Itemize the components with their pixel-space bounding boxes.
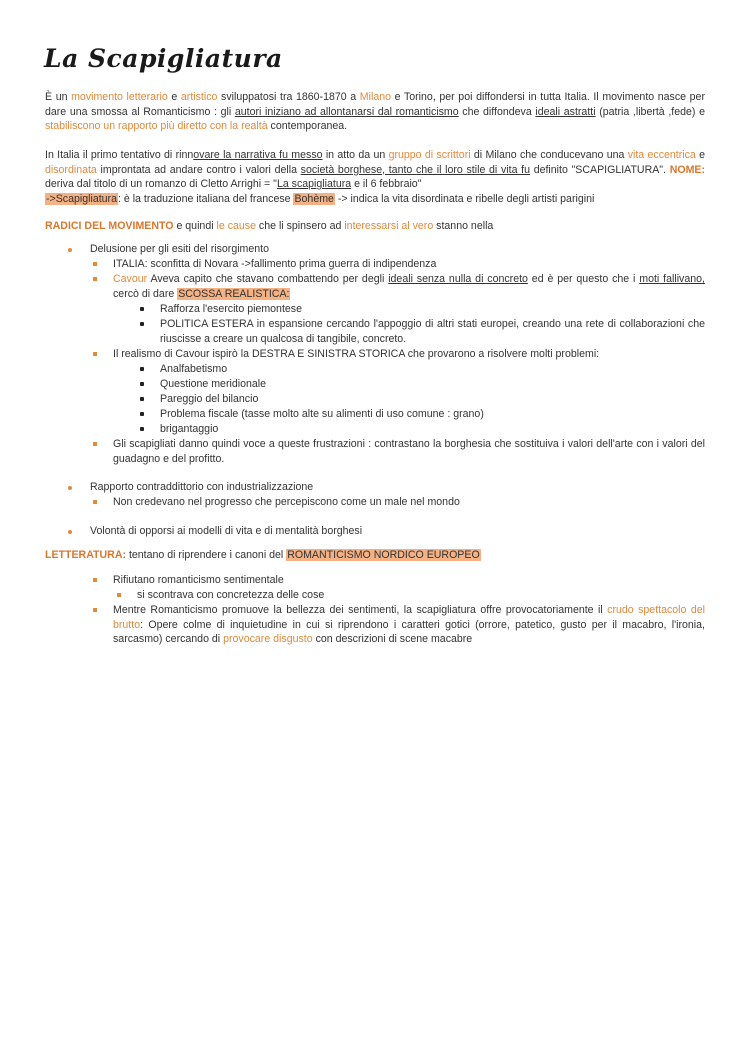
bullet-black — [140, 412, 144, 416]
problem-item: Pareggio del bilancio — [160, 393, 259, 405]
bullet-square — [93, 578, 97, 582]
bullet-dot — [68, 530, 72, 534]
list-item-politica: POLITICA ESTERA in espansione cercando l'appoggio di altri stati europei, creando una rete di collaborazioni che riuscisse a creare un qualcosa di tangibile, concreto. — [160, 318, 705, 345]
problem-item: Analfabetismo — [160, 363, 228, 375]
bullet-square — [93, 277, 97, 281]
list-item-italia: ITALIA: sconfitta di Novara ->fallimento prima guerra di indipendenza — [113, 258, 437, 270]
problem-item: Problema fiscale (tasse molto alte su alimenti di uso comune : grano) — [160, 408, 484, 420]
bullet-square — [93, 608, 97, 612]
intro-paragraph: È un movimento letterario e artistico sviluppatosi tra 1860-1870 a Milano e Torino, per poi diffondersi in tutta Italia. Il movimento nasce per dare una smossa al Romanticismo : gli autori iniziano ad allontanarsi dal romanticismo che diffondeva ideali astratti (patria ,libertà ,fede) e stabiliscono un rapporto più diretto con la realtà contemporanea. — [45, 91, 705, 133]
italy-paragraph: In Italia il primo tentativo di rinnovare la narrativa fu messo in atto da un gruppo di scrittori di Milano che conducevano una vita eccentrica e disordinata improntata ad andare contro i valori della società borghese, tanto che il loro stile di vita fu definito "SCAPIGLIATURA". NOME: deriva dal titolo di un romanzo di Cletto Arrighi = "La scapigliatura e il 6 febbraio" ->Scapigliatura: è la traduzione italiana del francese Bohème -> indica la vita disordinata e ribelle degli artisti parigini — [45, 149, 706, 205]
bullet-square — [93, 262, 97, 266]
bullet-black — [140, 322, 144, 326]
problem-item: Questione meridionale — [160, 378, 266, 390]
list-item-scapigliati: Gli scapigliati danno quindi voce a queste frustrazioni : contrastano la borghesia che sostituiva i valori dell'arte con i valori del guadagno e del profitto. — [113, 438, 705, 465]
list-item-cavour: Cavour Aveva capito che stavano combattendo per degli ideali senza nulla di concreto ed è per questo che i moti fallivano, cercò di dare SCOSSA REALISTICA: — [113, 273, 705, 300]
bullet-black — [140, 307, 144, 311]
bullet-square — [93, 352, 97, 356]
list-item-volonta: Volontà di opporsi ai modelli di vita e di mentalità borghesi — [90, 525, 363, 537]
bullet-square — [117, 593, 121, 597]
list-item-rapporto: Rapporto contraddittorio con industrializzazione — [90, 481, 314, 493]
bullet-black — [140, 382, 144, 386]
bullet-black — [140, 427, 144, 431]
bullet-black — [140, 367, 144, 371]
list-item-realismo: Il realismo di Cavour ispirò la DESTRA E SINISTRA STORICA che provarono a risolvere molti problemi: — [113, 348, 600, 360]
bullet-square — [93, 442, 97, 446]
bullet-black — [140, 397, 144, 401]
list-item-scontrava: si scontrava con concretezza delle cose — [137, 589, 325, 601]
list-item-rifiutano: Rifiutano romanticismo sentimentale — [113, 574, 284, 586]
page-title: La Scapigliatura — [44, 44, 283, 73]
bullet-square — [93, 500, 97, 504]
bullet-dot — [68, 486, 72, 490]
letteratura-heading: LETTERATURA: tentano di riprendere i canoni del ROMANTICISMO NORDICO EUROPEO — [45, 549, 480, 561]
list-item-mentre: Mentre Romanticismo promuove la bellezza dei sentimenti, la scapigliatura offre provocatoriamente il crudo spettacolo del brutto: Opere colme di inquietudine in cui si riprendono i caratteri gotici (orrore, patetico, gusto per il macabro, l'ironia, sarcasmo) cercando di provocare disgusto con descrizioni di scene macabre — [113, 604, 705, 646]
bullet-dot — [68, 248, 72, 252]
list-item-progresso: Non credevano nel progresso che percepiscono come un male nel mondo — [113, 496, 460, 508]
list-item-delusione: Delusione per gli esiti del risorgimento — [90, 243, 270, 255]
problem-item: brigantaggio — [160, 423, 219, 435]
list-item-rafforza: Rafforza l'esercito piemontese — [160, 303, 302, 315]
roots-heading: RADICI DEL MOVIMENTO e quindi le cause che li spinsero ad interessarsi al vero stanno nella — [45, 220, 494, 232]
